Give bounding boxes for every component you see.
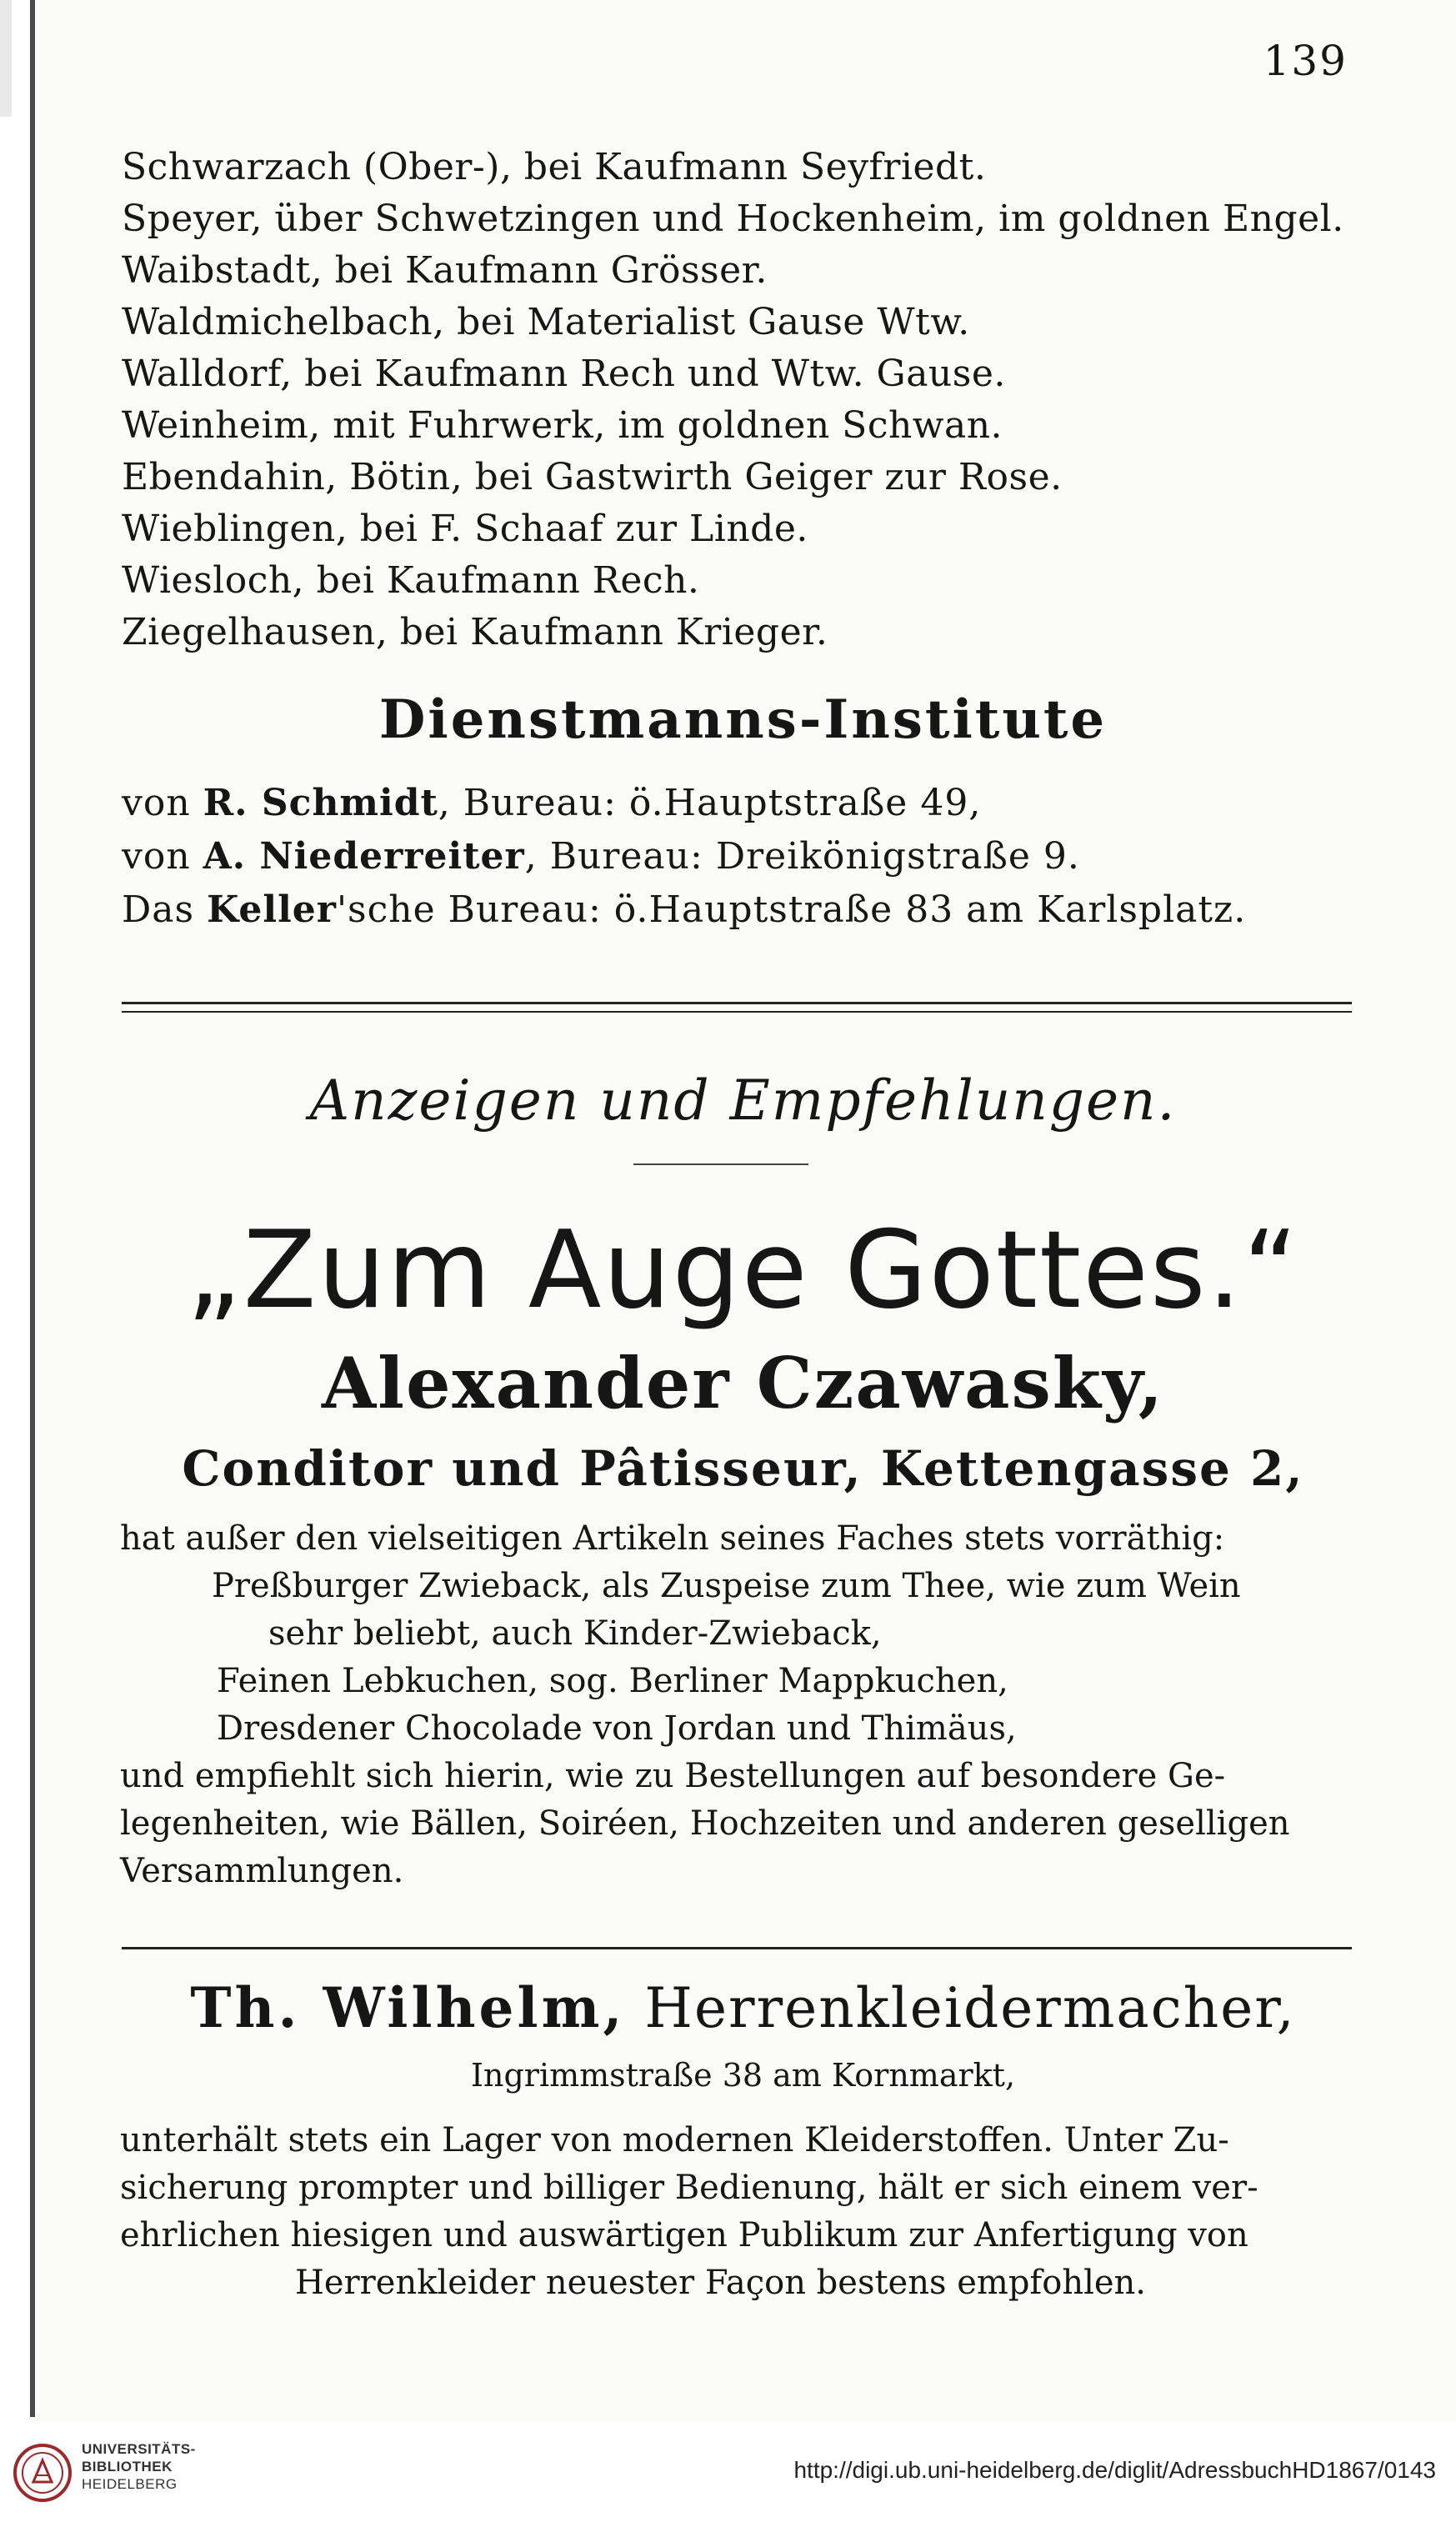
ad-subtitle: Conditor und Pâtisseur, Kettengasse 2, — [182, 1440, 1304, 1497]
places-line: Wiesloch, bei Kaufmann Rech. — [122, 559, 700, 602]
dienstmanns-detail: , Bureau: Dreikönigstraße 9. — [524, 835, 1080, 878]
dienstmanns-name: R. Schmidt — [203, 782, 438, 824]
places-line: Walldorf, bei Kaufmann Rech und Wtw. Gause. — [122, 353, 1006, 395]
ad-body-line: sicherung prompter und billiger Bedienung, hält er sich einem ver- — [120, 2169, 1258, 2207]
source-url-link[interactable]: http://digi.ub.uni-heidelberg.de/diglit/AdressbuchHD1867/0143 — [793, 2457, 1436, 2483]
dienstmanns-name: A. Niederreiter — [203, 835, 525, 878]
places-list — [122, 142, 1355, 658]
dienstmanns-line — [122, 777, 1372, 830]
ad-czawasky-body — [120, 1515, 1355, 1895]
library-name — [82, 2440, 196, 2493]
ad-merchant-name: Alexander Czawasky, — [321, 1342, 1164, 1424]
dienstmanns-detail: 'sche Bureau: ö.Hauptstraße 83 am Karlsplatz. — [336, 888, 1247, 931]
places-line: Ziegelhausen, bei Kaufmann Krieger. — [122, 611, 828, 653]
ad-body-line: legenheiten, wie Bällen, Soiréen, Hochzeiten und anderen geselligen — [120, 1804, 1290, 1843]
places-line: Waldmichelbach, bei Materialist Gause Wtw. — [122, 301, 970, 343]
dienstmanns-line — [122, 883, 1372, 937]
places-line: Weinheim, mit Fuhrwerk, im goldnen Schwan. — [122, 404, 1003, 447]
places-line: Speyer, über Schwetzingen und Hockenheim, im goldnen Engel. — [122, 198, 1344, 240]
ad-body-line: Dresdener Chocolade von Jordan und Thimäus, — [217, 1709, 1017, 1748]
library-name-line: BIBLIOTHEK — [82, 2459, 173, 2474]
ad-body-line: unterhält stets ein Lager von modernen Kleiderstoffen. Unter Zu- — [120, 2121, 1229, 2159]
section-divider — [122, 1002, 1352, 1013]
ad-body-line: Versammlungen. — [120, 1852, 404, 1890]
ad-wilhelm-name: Th. Wilhelm, — [190, 1975, 626, 2040]
ad-divider — [122, 1947, 1352, 1949]
dienstmanns-prefix: Das — [122, 888, 208, 931]
ad-body-line: sehr beliebt, auch Kinder-Zwieback, — [268, 1614, 882, 1653]
ad-body-line: Feinen Lebkuchen, sog. Berliner Mappkuchen, — [217, 1662, 1008, 1700]
places-line: Waibstadt, bei Kaufmann Grösser. — [122, 249, 768, 292]
places-line: Wieblingen, bei F. Schaaf zur Linde. — [122, 508, 808, 550]
ad-wilhelm-trade: Herrenkleidermacher, — [644, 1976, 1296, 2040]
anzeigen-heading: Anzeigen und Empfehlungen. — [309, 1068, 1177, 1133]
dienstmanns-prefix: von — [122, 835, 203, 878]
places-line: Ebendahin, Bötin, bei Gastwirth Geiger zur Rose. — [122, 456, 1063, 498]
ad-wilhelm-body — [120, 2117, 1355, 2307]
dienstmanns-name: Keller — [207, 888, 337, 931]
ad-title: „Zum Auge Gottes.“ — [186, 1208, 1300, 1333]
ad-body-line: hat außer den vielseitigen Artikeln seines Faches stets vorräthig: — [120, 1519, 1225, 1558]
page-number: 139 — [1263, 37, 1348, 85]
ad-body-line: und empfiehlt sich hierin, wie zu Bestellungen auf besondere Ge- — [120, 1757, 1226, 1795]
ad-body-line: ehrlichen hiesigen und auswärtigen Publikum zur Anfertigung von — [120, 2216, 1248, 2254]
short-divider — [633, 1163, 808, 1165]
library-name-line: UNIVERSITÄTS- — [82, 2441, 196, 2457]
dienstmanns-list — [122, 777, 1372, 937]
dienstmanns-line — [122, 830, 1372, 883]
dienstmanns-prefix: von — [122, 782, 203, 824]
places-line: Schwarzach (Ober-), bei Kaufmann Seyfriedt. — [122, 146, 987, 188]
dienstmanns-detail: , Bureau: ö.Hauptstraße 49, — [438, 782, 982, 824]
university-seal-icon — [12, 2442, 73, 2504]
scan-edge — [0, 0, 12, 117]
dienstmanns-heading: Dienstmanns-Institute — [378, 688, 1108, 751]
library-name-line: HEIDELBERG — [82, 2476, 178, 2492]
ad-wilhelm-address: Ingrimmstraße 38 am Kornmarkt, — [470, 2057, 1016, 2094]
ad-body-line: Herrenkleider neuester Façon bestens empfohlen. — [295, 2264, 1147, 2302]
ad-wilhelm-heading — [30, 1975, 1456, 2040]
ad-body-line: Preßburger Zwieback, als Zuspeise zum Thee, wie zum Wein — [212, 1567, 1241, 1605]
